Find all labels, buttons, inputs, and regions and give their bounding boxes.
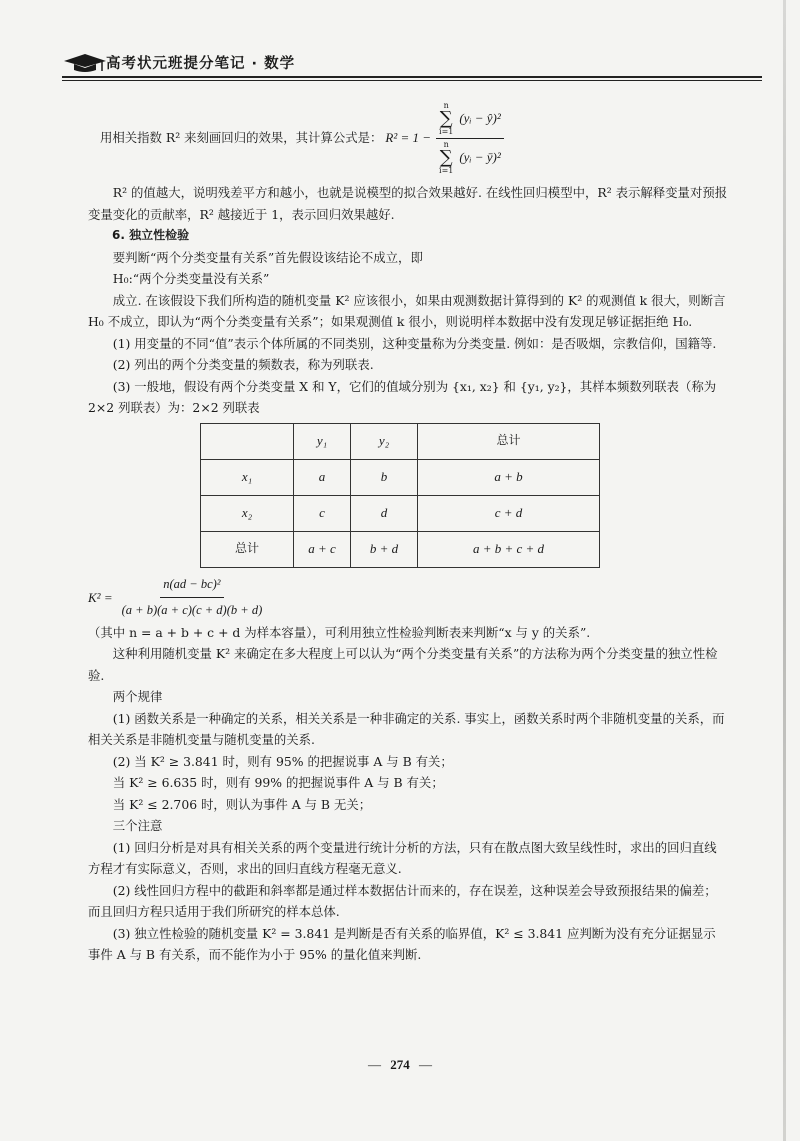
header-title: 高考状元班提分笔记 · 数学 [106,56,296,72]
table-row [201,495,600,531]
rule-2-line-3: 当 K² ≤ 2.706 时，则认为事件 A 与 B 无关； [112,796,372,812]
page-content [88,94,728,966]
rule-2-line-2: 当 K² ≥ 6.635 时，则有 99% 的把握说事件 A 与 B 有关； [112,775,444,790]
table-cell: b [351,459,418,495]
paragraph-independence-definition: 这种利用随机变量 K² 来确定在多大程度上可以认为“两个分类变量有关系”的方法称为两个分类变量的独立性检验. [88,646,718,683]
r2-fraction [436,102,504,175]
table-cell: a + b + c + d [418,531,600,567]
item-2x2-table-intro: (3) 一般地，假设有两个分类变量 X 和 Y，它们的值域分别为 {x₁, x₂} 和 {y₁, y₂}，其样本频数列联表（称为 2×2 列联表）为：2×2 列联表 [88,378,717,415]
k2-formula-tail: （其中 n = a + b + c + d 为样本容量），可利用独立性检验判断表来判断“x 与 y 的关系”. [88,624,591,640]
item-contingency-table: (2) 列出的两个分类变量的频数表，称为列联表. [112,357,374,372]
mortarboard-icon [62,52,108,74]
note-1: (1) 回归分析是对具有相关关系的两个变量进行统计分析的方法，只有在散点图大致呈线性时，求出的回归直线方程才有实际意义，否则，求出的回归直线方程毫无意义. [88,839,717,876]
k2-numerator: n(ad − bc)² [160,574,223,599]
k2-formula-line [88,574,728,622]
rule-2-line-1: (2) 当 K² ≥ 3.841 时，则有 95% 的把握说事 A 与 B 有关； [112,753,453,769]
footer-dash-left: — [368,1057,381,1072]
header-rule [62,76,762,78]
page-number-footer [0,1057,800,1073]
page-header [62,50,762,76]
table-cell [201,423,294,459]
paragraph-k2-reasoning: 成立. 在该假设下我们所构造的随机变量 K² 应该很小，如果由观测数据计算得到的 K² 的观测值 k 很大，则断言 H₀ 不成立，即认为“两个分类变量有关系”；如果观测值 k 很小，则说明样本数据中没有发现足够证据拒绝 H₀. [88,292,726,329]
table-cell: x₂ [201,495,294,531]
r2-formula-line [100,94,728,182]
k2-denominator: (a + b)(a + c)(c + d)(b + d) [121,603,263,617]
k2-lhs: K² = [88,589,113,605]
table-cell: y₂ [351,423,418,459]
section-title-two-rules: 两个规律 [112,689,163,704]
section-title-independence-test: 6. 独立性检验 [112,228,190,242]
table-cell: c [294,495,351,531]
r2-formula-lhs: R² = 1 − [385,130,432,146]
note-3: (3) 独立性检验的随机变量 K² = 3.841 是判断是否有关系的临界值，K² ≤ 3.841 应判断为没有充分证据显示事件 A 与 B 有关系，而不能作为小于 95% 的量化值来判断. [88,925,716,962]
paragraph-hypothesis-intro: 要判断“两个分类变量有关系”首先假设该结论不成立，即 [112,249,423,265]
k2-fraction [119,574,266,622]
table-row [201,459,600,495]
table-cell: a + c [294,531,351,567]
table-cell: 总计 [201,531,294,567]
sum-icon: n ∑ i=1 [439,139,454,175]
header-rule-thin [62,80,762,81]
table-cell: a + b [418,459,600,495]
table-row [201,531,600,567]
r2-intro-text: 用相关指数 R² 来刻画回归的效果，其计算公式是： [100,130,383,146]
footer-dash-right: — [419,1057,432,1072]
null-hypothesis: H₀:“两个分类变量没有关系” [112,271,270,286]
table-cell: x₁ [201,459,294,495]
rule-1: (1) 函数关系是一种确定的关系，相关关系是一种非确定的关系. 事实上，函数关系时两个非随机变量的关系，而相关关系是非随机变量与随机变量的关系. [88,710,725,747]
note-2: (2) 线性回归方程中的截距和斜率都是通过样本数据估计而来的，存在误差，这种误差会导致预报结果的偏差；而且回归方程只适用于我们所研究的样本总体. [88,882,717,919]
r2-denominator-term: (yᵢ − ȳ)² [459,149,501,164]
table-header-row [201,423,600,459]
table-cell: c + d [418,495,600,531]
table-cell: a [294,459,351,495]
item-categorical-variable: (1) 用变量的不同“值”表示个体所属的不同类别，这种变量称为分类变量. 例如：是否吸烟，宗教信仰，国籍等. [112,335,717,351]
scan-edge-shadow [783,0,786,1141]
table-cell: y₁ [294,423,351,459]
table-cell: d [351,495,418,531]
r2-numerator-term: (yᵢ − ŷ)² [459,110,501,125]
sum-icon: n ∑ i=1 [439,100,454,136]
section-title-three-notes: 三个注意 [112,818,163,833]
contingency-table [200,423,600,568]
r2-description: R² 的值越大，说明残差平方和越小，也就是说模型的拟合效果越好. 在线性回归模型中，R² 表示解释变量对预报变量变化的贡献率，R² 越接近于 1，表示回归效果越好. [88,185,728,222]
page-number: 274 [390,1057,410,1072]
table-cell: b + d [351,531,418,567]
table-cell: 总计 [418,423,600,459]
